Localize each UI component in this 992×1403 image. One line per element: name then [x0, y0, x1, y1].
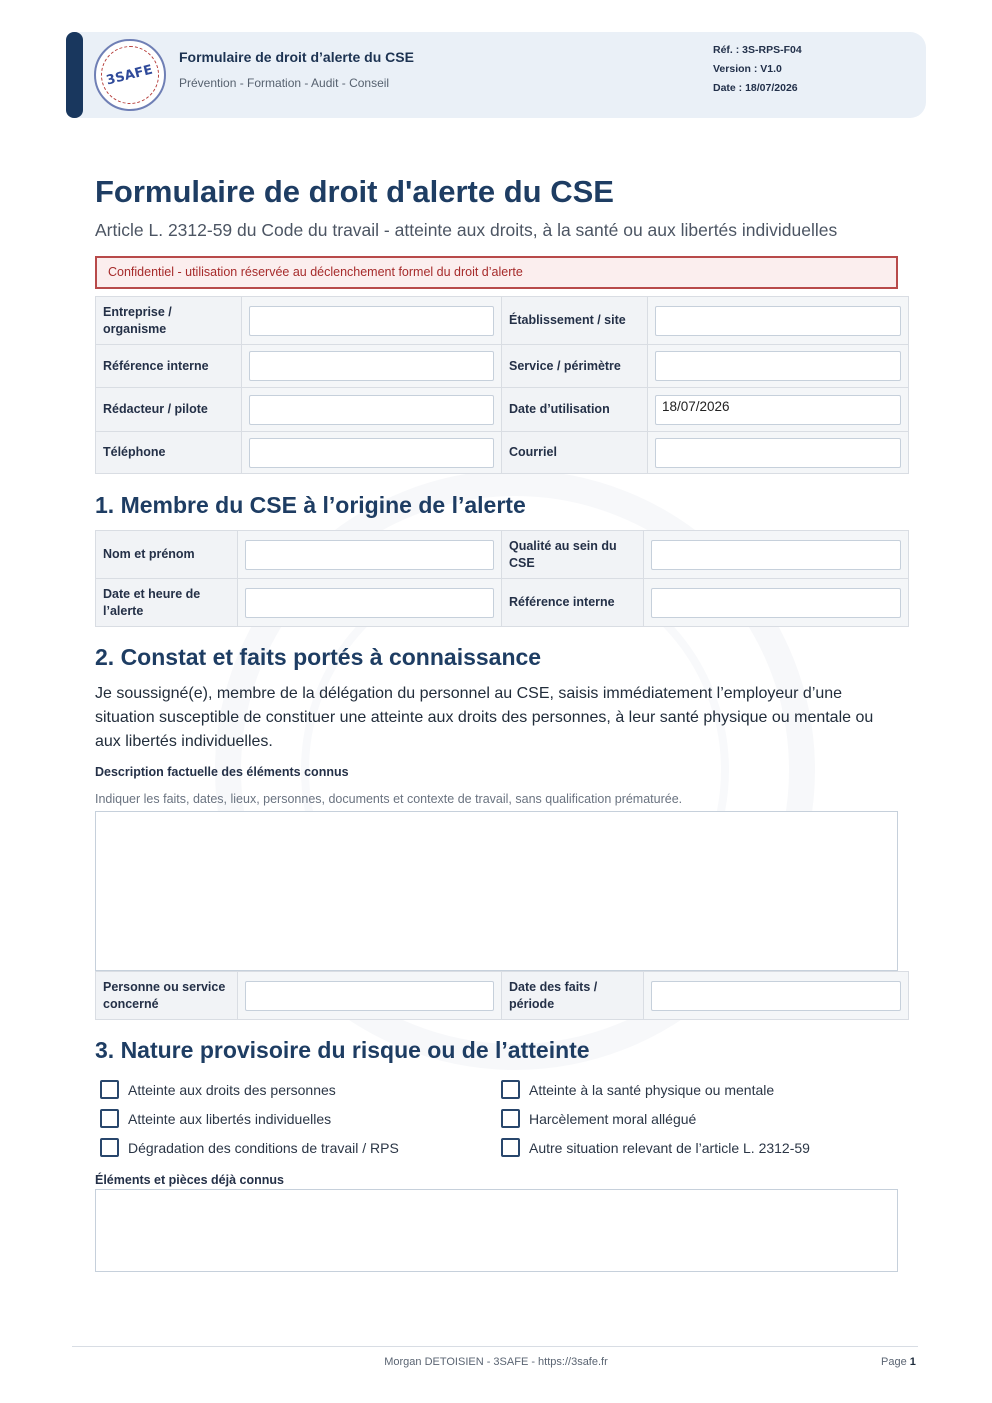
table-row: [96, 972, 909, 1020]
document-header: [66, 32, 926, 118]
internal-reference-input[interactable]: [249, 351, 494, 381]
field-label: Date et heure de l’alerte: [96, 579, 238, 627]
document-meta: [713, 41, 802, 98]
usage-date-input[interactable]: 18/07/2026: [655, 395, 901, 425]
logo: [94, 39, 166, 111]
phone-input[interactable]: [249, 438, 494, 468]
checkbox-box[interactable]: [100, 1138, 119, 1157]
checkbox-box[interactable]: [100, 1109, 119, 1128]
checkbox-box[interactable]: [501, 1138, 520, 1157]
meta-ref: Réf. : 3S-RPS-F04: [713, 44, 802, 56]
field-label: Date des faits / période: [502, 972, 644, 1020]
table-row: [96, 297, 909, 345]
field-label: Référence interne: [502, 579, 644, 627]
page-label: Page: [881, 1356, 907, 1368]
description-hint: Indiquer les faits, dates, lieux, personnes, documents et contexte de travail, sans qualification prématurée.: [95, 792, 683, 806]
checkbox-health-infringement[interactable]: [501, 1080, 774, 1099]
concerned-person-input[interactable]: [245, 981, 494, 1011]
site-input[interactable]: [655, 306, 901, 336]
elements-textarea[interactable]: [95, 1189, 898, 1272]
page-subtitle: Article L. 2312-59 du Code du travail - atteinte aux droits, à la santé ou aux libertés individuelles: [95, 220, 838, 240]
field-label: Personne ou service concerné: [96, 972, 238, 1020]
logo-text: 3SAFE: [105, 62, 155, 88]
member-reference-input[interactable]: [651, 588, 901, 618]
table-row: [96, 579, 909, 627]
service-scope-input[interactable]: [655, 351, 901, 381]
checkbox-label: Atteinte aux droits des personnes: [128, 1081, 336, 1098]
author-input[interactable]: [249, 395, 494, 425]
field-label: Date d’utilisation: [502, 388, 648, 432]
company-input[interactable]: [249, 306, 494, 336]
checkbox-moral-harassment[interactable]: [501, 1109, 696, 1128]
page-number-value: 1: [909, 1356, 916, 1368]
checkbox-box[interactable]: [501, 1080, 520, 1099]
section-2-heading: 2. Constat et faits portés à connaissance: [95, 644, 542, 670]
field-label: Téléphone: [96, 432, 242, 474]
description-textarea[interactable]: [95, 811, 898, 971]
checkbox-label: Harcèlement moral allégué: [529, 1110, 697, 1127]
page-title: Formulaire de droit d'alerte du CSE: [95, 174, 614, 209]
field-label: Service / périmètre: [502, 345, 648, 388]
member-role-input[interactable]: [651, 540, 901, 570]
declaration-text: Je soussigné(e), membre de la délégation du personnel au CSE, saisis immédiatement l’employeur d’une situation susceptible de constituer une atteinte aux droits des personnes, à leur santé physique ou mentale ou aux libertés individuelles.: [95, 685, 874, 750]
checkbox-working-conditions[interactable]: [100, 1138, 399, 1157]
field-label: Nom et prénom: [96, 531, 238, 579]
checkbox-label: Dégradation des conditions de travail / RPS: [128, 1139, 399, 1156]
table-row: [96, 388, 909, 432]
header-subtitle: Prévention - Formation - Audit - Conseil: [179, 76, 390, 90]
footer-divider: [72, 1346, 918, 1347]
checkbox-label: Atteinte à la santé physique ou mentale: [529, 1081, 775, 1098]
page-number: [881, 1356, 916, 1368]
facts-table: [95, 971, 909, 1020]
header-accent-bar: [66, 32, 83, 118]
info-table: [95, 296, 909, 474]
confidential-banner: Confidentiel - utilisation réservée au déclenchement formel du droit d’alerte: [95, 256, 898, 289]
facts-date-input[interactable]: [651, 981, 901, 1011]
checkbox-liberties-infringement[interactable]: [100, 1109, 331, 1128]
member-name-input[interactable]: [245, 540, 494, 570]
field-label: Rédacteur / pilote: [96, 388, 242, 432]
checkbox-label: Atteinte aux libertés individuelles: [128, 1110, 332, 1127]
email-input[interactable]: [655, 438, 901, 468]
meta-date: Date : 18/07/2026: [713, 82, 798, 94]
elements-label: Éléments et pièces déjà connus: [95, 1173, 284, 1187]
alert-datetime-input[interactable]: [245, 588, 494, 618]
footer-credit: Morgan DETOISIEN - 3SAFE - https://3safe.fr: [384, 1356, 608, 1368]
section-3-heading: 3. Nature provisoire du risque ou de l’atteinte: [95, 1037, 590, 1063]
checkbox-rights-infringement[interactable]: [100, 1080, 336, 1099]
table-row: [96, 432, 909, 474]
field-label: Entreprise / organisme: [96, 297, 242, 345]
description-label: Description factuelle des éléments connus: [95, 765, 349, 779]
checkbox-label: Autre situation relevant de l’article L. 2312-59: [529, 1139, 810, 1156]
header-title: Formulaire de droit d’alerte du CSE: [179, 49, 414, 65]
field-label: Établissement / site: [502, 297, 648, 345]
checkbox-box[interactable]: [100, 1080, 119, 1099]
checkbox-box[interactable]: [501, 1109, 520, 1128]
meta-version: Version : V1.0: [713, 63, 782, 75]
table-row: [96, 531, 909, 579]
field-label: Référence interne: [96, 345, 242, 388]
field-label: Qualité au sein du CSE: [502, 531, 644, 579]
field-label: Courriel: [502, 432, 648, 474]
section-1-heading: 1. Membre du CSE à l’origine de l’alerte: [95, 492, 526, 518]
cse-member-table: [95, 530, 909, 627]
logo-seal: [101, 46, 159, 104]
checkbox-other-situation[interactable]: [501, 1138, 810, 1157]
table-row: [96, 345, 909, 388]
